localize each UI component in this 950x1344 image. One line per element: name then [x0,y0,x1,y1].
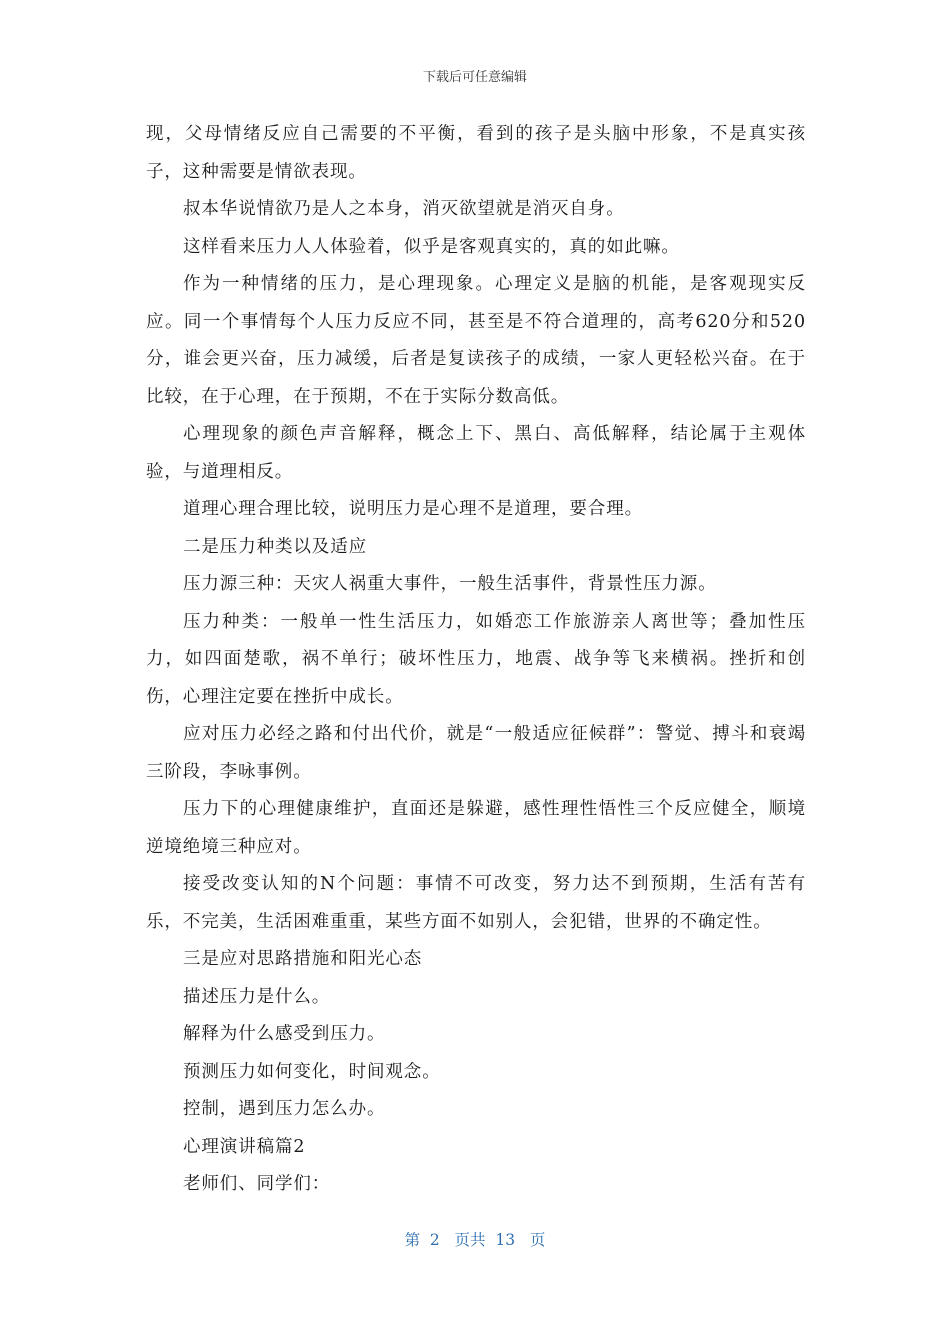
paragraph: 压力下的心理健康维护，直面还是躲避，感性理性悟性三个反应健全，顺境逆境绝境三种应对。 [146,799,806,857]
paragraph: 压力源三种：天灾人祸重大事件，一般生活事件，背景性压力源。 [183,574,717,594]
paragraph: 作为一种情绪的压力，是心理现象。心理定义是脑的机能，是客观现实反应。同一个事情每个人压力反应不同，甚至是不符合道理的，高考620分和520分，谁会更兴奋，压力减缓，后者是复读孩子的成绩，一家人更轻松兴奋。在于比较，在于心理，在于预期，不在于实际分数高低。 [146,274,806,407]
paragraph: 描述压力是什么。 [183,986,331,1007]
document-body [146,116,806,1204]
paragraph: 预测压力如何变化，时间观念。 [183,1061,441,1082]
paragraph: 解释为什么感受到压力。 [183,1024,386,1044]
paragraph: 压力种类：一般单一性生活压力，如婚恋工作旅游亲人离世等；叠加性压力，如四面楚歌，祸不单行；破坏性压力，地震、战争等飞来横祸。挫折和创伤，心理注定要在挫折中成长。 [146,611,806,707]
paragraph: 道理心理合理比较，说明压力是心理不是道理，要合理。 [183,499,643,519]
paragraph: 叔本华说情欲乃是人之本身，消灭欲望就是消灭自身。 [183,199,625,219]
page-header: 下载后可任意编辑 [422,70,527,85]
page-footer: 第 2 页共 13 页 [404,1231,546,1249]
salutation: 老师们、同学们： [183,1174,331,1194]
paragraph: 现，父母情绪反应自己需要的不平衡，看到的孩子是头脑中形象，不是真实孩子，这种需要是情欲表现。 [146,124,806,182]
section-heading: 二是压力种类以及适应 [183,536,367,557]
paragraph: 这样看来压力人人体验着，似乎是客观真实的，真的如此嘛。 [183,236,680,257]
section-heading: 心理演讲稿篇2 [183,1136,306,1157]
paragraph: 心理现象的颜色声音解释，概念上下、黑白、高低解释，结论属于主观体验，与道理相反。 [146,424,806,482]
paragraph: 应对压力必经之路和付出代价，就是“一般适应征候群”：警觉、搏斗和衰竭三阶段，李咏事例。 [146,724,806,782]
paragraph: 接受改变认知的N个问题：事情不可改变，努力达不到预期，生活有苦有乐，不完美，生活困难重重，某些方面不如别人，会犯错，世界的不确定性。 [146,874,806,932]
section-heading: 三是应对思路措施和阳光心态 [183,949,423,969]
paragraph: 控制，遇到压力怎么办。 [183,1099,386,1119]
